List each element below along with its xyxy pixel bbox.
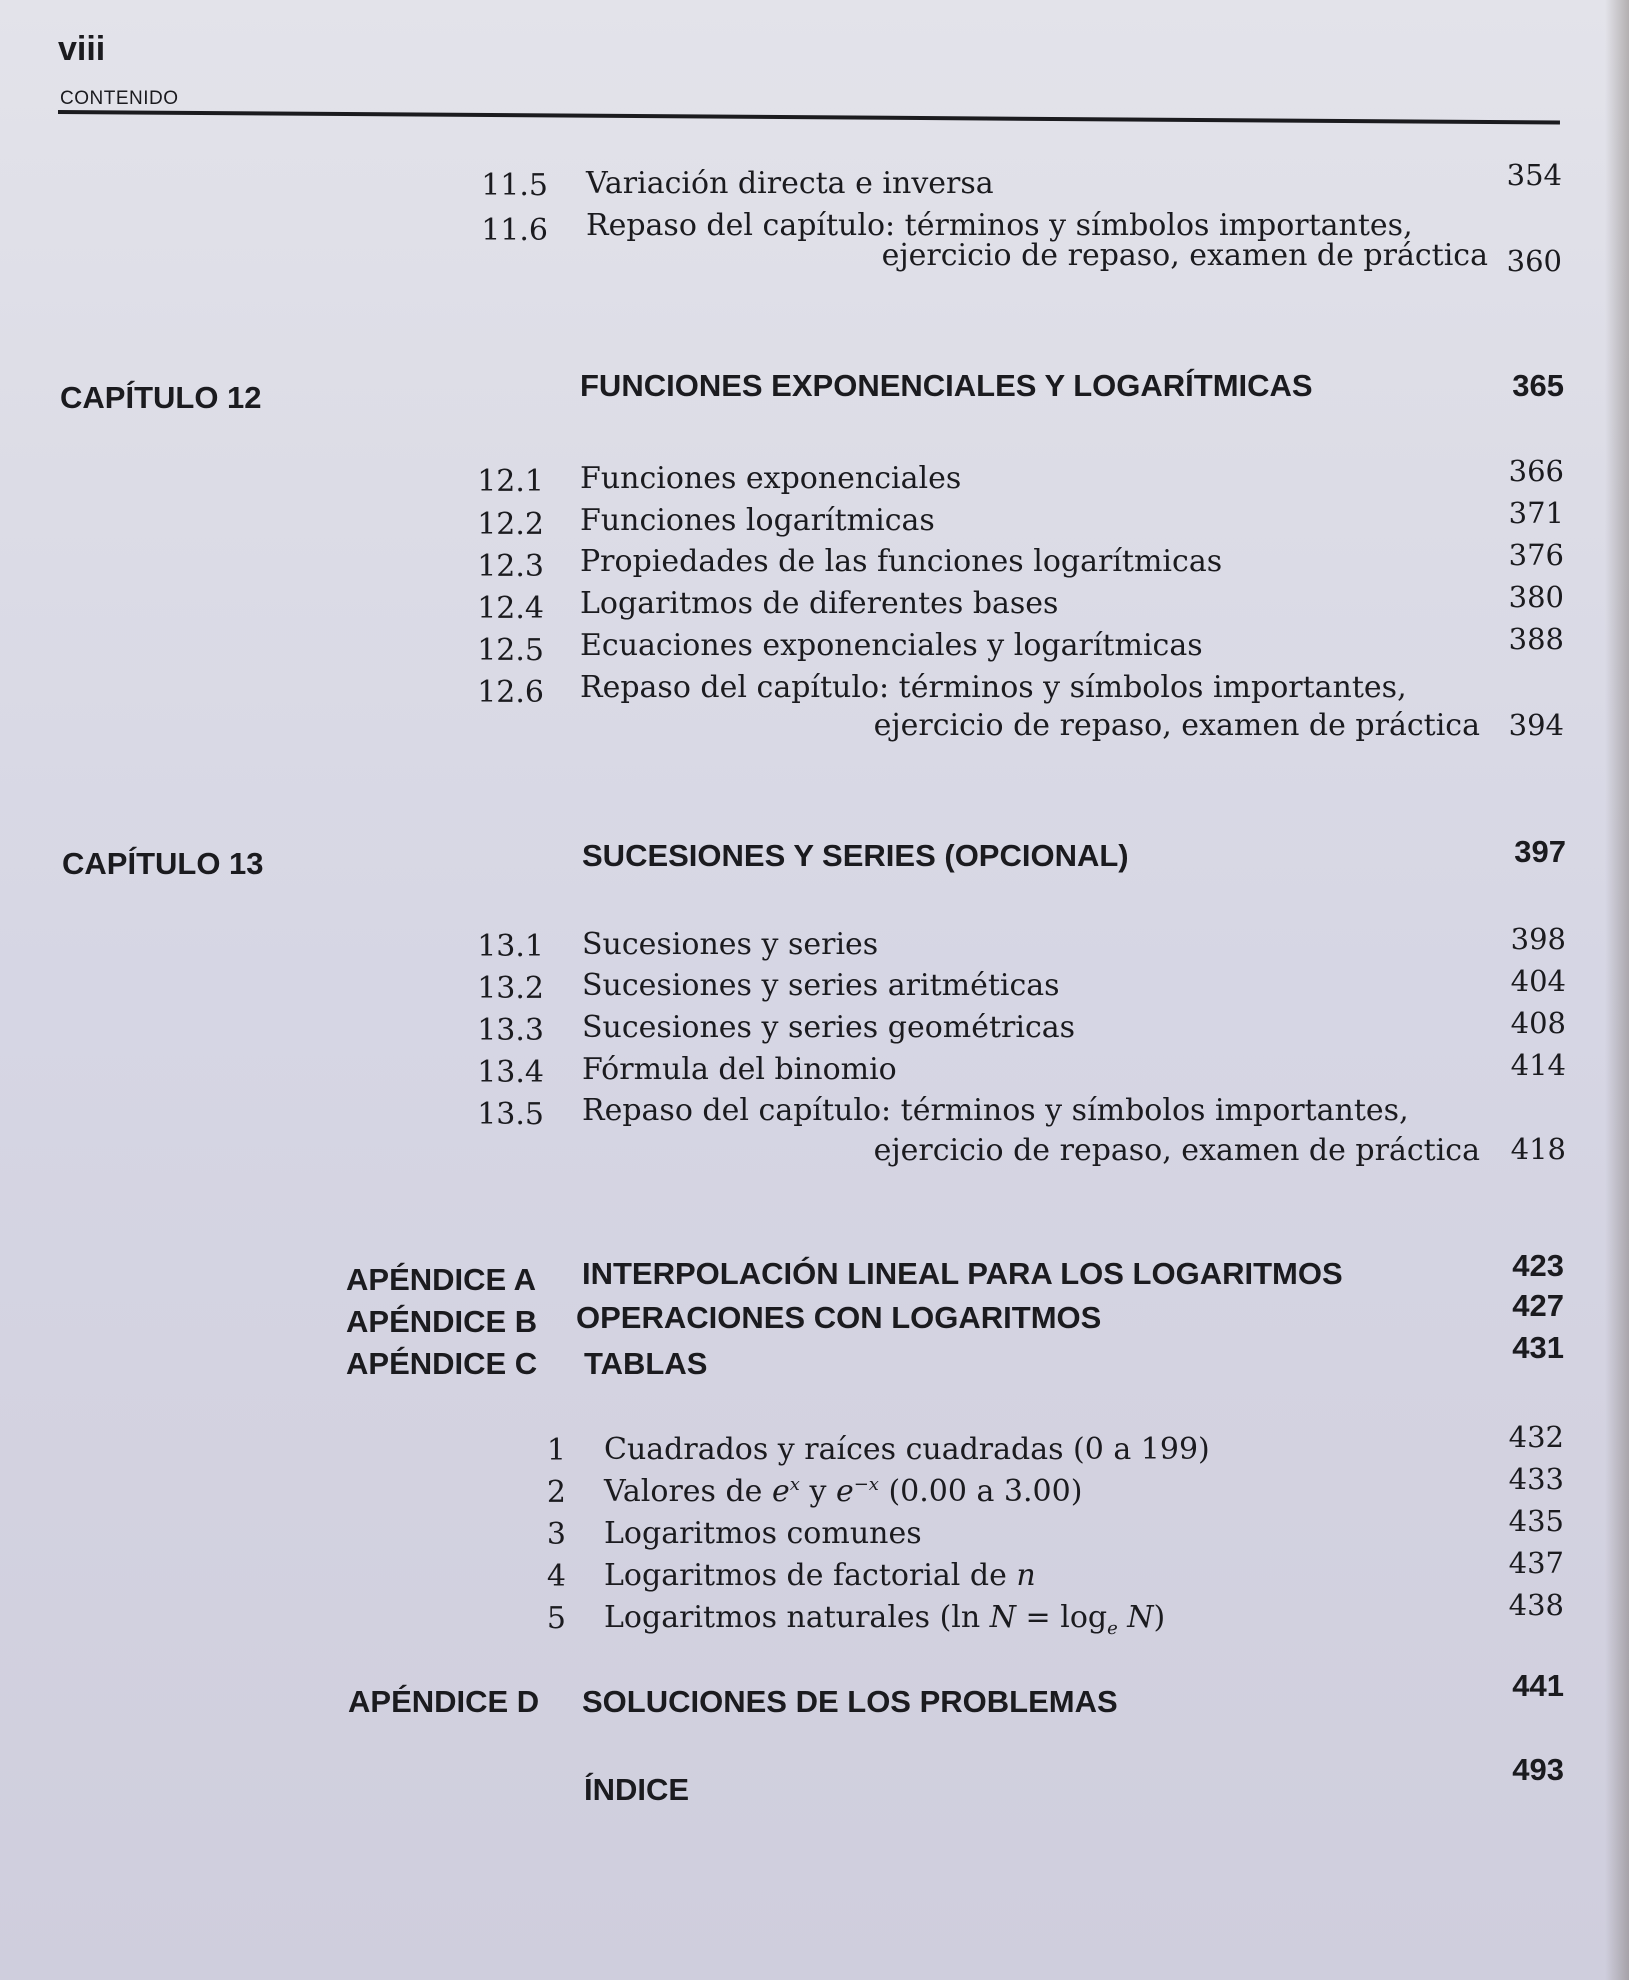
section-title: Sucesiones y series aritméticas <box>582 968 1060 1003</box>
appendix-label: APÉNDICE D <box>348 1684 540 1719</box>
section-number: 13.3 <box>477 1013 544 1048</box>
section-title-continuation: ejercicio de repaso, examen de práctica <box>881 238 1488 273</box>
appendix-label: APÉNDICE C <box>346 1346 538 1381</box>
running-title: CONTENIDO <box>60 88 179 109</box>
section-number: 13.2 <box>477 971 544 1006</box>
section-page: 376 <box>1508 538 1564 572</box>
appendix-label: APÉNDICE A <box>346 1262 537 1297</box>
section-page: 408 <box>1510 1006 1566 1040</box>
section-page: 354 <box>1506 158 1562 192</box>
chapter-page: 365 <box>1512 368 1564 403</box>
table-page: 432 <box>1508 1420 1564 1454</box>
header-rule <box>58 110 1560 124</box>
table-title: Valores de $e^x$ y $e^{-x}$ (0.00 a 3.00) <box>604 1474 1083 1509</box>
appendix-page: 431 <box>1512 1330 1564 1365</box>
section-number: 12.3 <box>477 549 544 584</box>
appendix-page: 423 <box>1512 1248 1564 1283</box>
section-page: 371 <box>1508 496 1564 530</box>
section-page: 394 <box>1508 708 1564 742</box>
table-page: 435 <box>1508 1504 1564 1538</box>
appendix-page: 441 <box>1512 1668 1564 1703</box>
appendix-label: APÉNDICE B <box>346 1304 538 1339</box>
section-title: Repaso del capítulo: términos y símbolos importantes, <box>582 1093 1409 1128</box>
section-number: 12.6 <box>477 675 544 710</box>
section-title: Funciones logarítmicas <box>580 503 935 538</box>
section-title: Sucesiones y series geométricas <box>582 1010 1076 1045</box>
section-page: 398 <box>1510 922 1566 956</box>
table-number: 4 <box>546 1559 566 1594</box>
table-title: Logaritmos de factorial de n <box>604 1558 1036 1593</box>
section-title: Fórmula del binomio <box>582 1052 897 1087</box>
section-title: Repaso del capítulo: términos y símbolos importantes, <box>580 670 1407 705</box>
section-number: 12.5 <box>477 633 544 668</box>
section-number: 13.5 <box>477 1097 544 1132</box>
section-title: Logaritmos de diferentes bases <box>580 586 1059 621</box>
section-title: Sucesiones y series <box>582 927 879 962</box>
section-page: 360 <box>1506 244 1562 278</box>
section-number: 12.2 <box>477 507 544 542</box>
section-number: 13.1 <box>477 929 544 964</box>
chapter-title: SUCESIONES Y SERIES (OPCIONAL) <box>582 838 1129 873</box>
appendix-title: TABLAS <box>584 1346 708 1381</box>
chapter-page: 397 <box>1514 834 1566 869</box>
table-page: 437 <box>1508 1546 1564 1580</box>
appendix-title: SOLUCIONES DE LOS PROBLEMAS <box>582 1684 1118 1719</box>
table-number: 1 <box>546 1433 566 1468</box>
table-number: 3 <box>546 1517 566 1552</box>
section-number: 11.6 <box>481 213 548 248</box>
section-title: Propiedades de las funciones logarítmicas <box>580 544 1223 579</box>
page-number: viii <box>58 30 106 68</box>
section-number: 12.4 <box>477 591 544 626</box>
appendix-title: OPERACIONES CON LOGARITMOS <box>576 1300 1102 1335</box>
section-title-continuation: ejercicio de repaso, examen de práctica <box>873 1133 1480 1168</box>
section-number: 11.5 <box>481 168 548 203</box>
table-title: Cuadrados y raíces cuadradas (0 a 199) <box>604 1432 1210 1467</box>
page-edge-shadow <box>1605 0 1629 1980</box>
table-number: 5 <box>546 1601 566 1636</box>
table-title: Logaritmos comunes <box>604 1516 922 1551</box>
appendix-title: INTERPOLACIÓN LINEAL PARA LOS LOGARITMOS <box>582 1256 1343 1291</box>
chapter-label: CAPÍTULO 13 <box>62 846 264 881</box>
table-title: Logaritmos naturales (ln $N = \log_e N$) <box>604 1600 1166 1639</box>
chapter-label: CAPÍTULO 12 <box>60 380 262 415</box>
chapter-title: FUNCIONES EXPONENCIALES Y LOGARÍTMICAS <box>580 368 1313 403</box>
section-title: Variación directa e inversa <box>586 166 994 201</box>
section-title: Repaso del capítulo: términos y símbolos importantes, <box>586 208 1413 243</box>
index-page: 493 <box>1512 1752 1564 1787</box>
section-title: Funciones exponenciales <box>580 461 962 496</box>
table-page: 433 <box>1508 1462 1564 1496</box>
section-number: 13.4 <box>477 1055 544 1090</box>
section-number: 12.1 <box>477 464 544 499</box>
appendix-page: 427 <box>1512 1288 1564 1323</box>
index-title: ÍNDICE <box>584 1772 690 1807</box>
section-page: 388 <box>1508 622 1564 656</box>
section-page: 414 <box>1510 1048 1566 1082</box>
section-title-continuation: ejercicio de repaso, examen de práctica <box>873 708 1480 743</box>
table-number: 2 <box>546 1475 566 1510</box>
section-page: 418 <box>1510 1132 1566 1166</box>
table-page: 438 <box>1508 1588 1564 1622</box>
section-title: Ecuaciones exponenciales y logarítmicas <box>580 628 1203 663</box>
section-page: 380 <box>1508 580 1564 614</box>
section-page: 366 <box>1508 454 1564 488</box>
section-page: 404 <box>1510 964 1566 998</box>
